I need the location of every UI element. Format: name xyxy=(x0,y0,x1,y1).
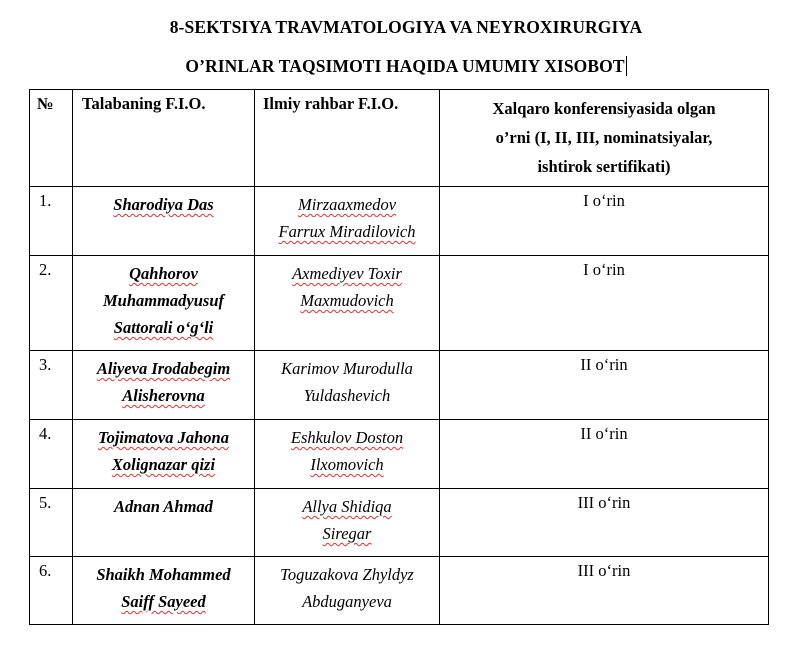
supervisor-name xyxy=(255,557,440,625)
supervisor-name-line: Toguzakova Zhyldyz xyxy=(280,565,414,584)
supervisor-name xyxy=(255,489,440,557)
results-table xyxy=(29,89,769,625)
supervisor-name xyxy=(255,256,440,351)
table-row xyxy=(30,489,769,557)
header-result-line: Xalqaro konferensiyasida olgan xyxy=(492,99,716,118)
student-name xyxy=(73,557,255,625)
student-name xyxy=(73,256,255,351)
row-number: 1. xyxy=(30,187,73,256)
result-cell: III o‘rin xyxy=(440,489,769,557)
result-cell: III o‘rin xyxy=(440,557,769,625)
row-number: 3. xyxy=(30,351,73,420)
supervisor-name-line: Yuldashevich xyxy=(303,386,391,405)
header-result-line: ishtirok sertifikati) xyxy=(537,157,671,176)
student-name xyxy=(73,351,255,420)
student-name xyxy=(73,187,255,256)
supervisor-name-line: Farrux Miradilovich xyxy=(278,222,416,241)
result-cell: II o‘rin xyxy=(440,420,769,489)
student-name-line: Tojimatova Jahona xyxy=(98,428,229,447)
student-name-line: Alisherovna xyxy=(122,386,205,405)
supervisor-name xyxy=(255,351,440,420)
result-cell: II o‘rin xyxy=(440,351,769,420)
supervisor-name xyxy=(255,187,440,256)
result-cell: I o‘rin xyxy=(440,256,769,351)
student-name-line: Aliyeva Irodabegim xyxy=(96,359,231,378)
supervisor-name-line: Siregar xyxy=(322,524,372,543)
student-name-line: Adnan Ahmad xyxy=(114,497,213,516)
supervisor-name-line: Karimov Murodulla xyxy=(281,359,413,378)
student-name-line: Sharodiya Das xyxy=(113,195,214,214)
row-number: 4. xyxy=(30,420,73,489)
table-row xyxy=(30,256,769,351)
supervisor-name-part: Mirzaaxmedov xyxy=(297,195,397,214)
student-name-line: Xolignazar qizi xyxy=(111,455,216,474)
table-row xyxy=(30,351,769,420)
table-row xyxy=(30,187,769,256)
student-name xyxy=(73,420,255,489)
table-row xyxy=(30,420,769,489)
row-number: 2. xyxy=(30,256,73,351)
row-number: 6. xyxy=(30,557,73,625)
document-subtitle xyxy=(0,56,812,77)
header-result xyxy=(440,90,769,187)
supervisor-name-line: Eshkulov Doston xyxy=(290,428,404,447)
student-name-line: Qahhorov xyxy=(129,264,198,283)
student-name-line: Sattorali o‘g‘li xyxy=(113,318,214,337)
supervisor-name-line xyxy=(259,191,435,218)
header-student: Talabaning F.I.O. xyxy=(73,90,255,187)
supervisor-name-line: Abduganyeva xyxy=(302,592,392,611)
header-supervisor: Ilmiy rahbar F.I.O. xyxy=(255,90,440,187)
row-number: 5. xyxy=(30,489,73,557)
student-name-line: Saiff Sayeed xyxy=(121,592,206,611)
text-cursor xyxy=(626,56,627,76)
table-header-row xyxy=(30,90,769,187)
supervisor-name xyxy=(255,420,440,489)
supervisor-name-line: Allya Shidiqa xyxy=(302,497,392,516)
supervisor-name-line: Maxmudovich xyxy=(300,291,394,310)
document-title: 8-SEKTSIYA TRAVMATOLOGIYA VA NEYROXIRURGIYA xyxy=(169,17,643,37)
result-cell: I o‘rin xyxy=(440,187,769,256)
header-result-line: o’rni (I, II, III, nominatsiyalar, xyxy=(495,128,713,147)
supervisor-name-line: Ilxomovich xyxy=(310,455,384,474)
supervisor-name-line: Axmediyev Toxir xyxy=(292,264,402,283)
table-row xyxy=(30,557,769,625)
document-subtitle-text: O’RINLAR TAQSIMOTI HAQIDA UMUMIY XISOBOT xyxy=(185,56,625,76)
student-name-line: Muhammadyusuf xyxy=(102,291,225,310)
student-name xyxy=(73,489,255,557)
header-number: № xyxy=(30,90,73,187)
student-name-line: Shaikh Mohammed xyxy=(96,565,231,584)
